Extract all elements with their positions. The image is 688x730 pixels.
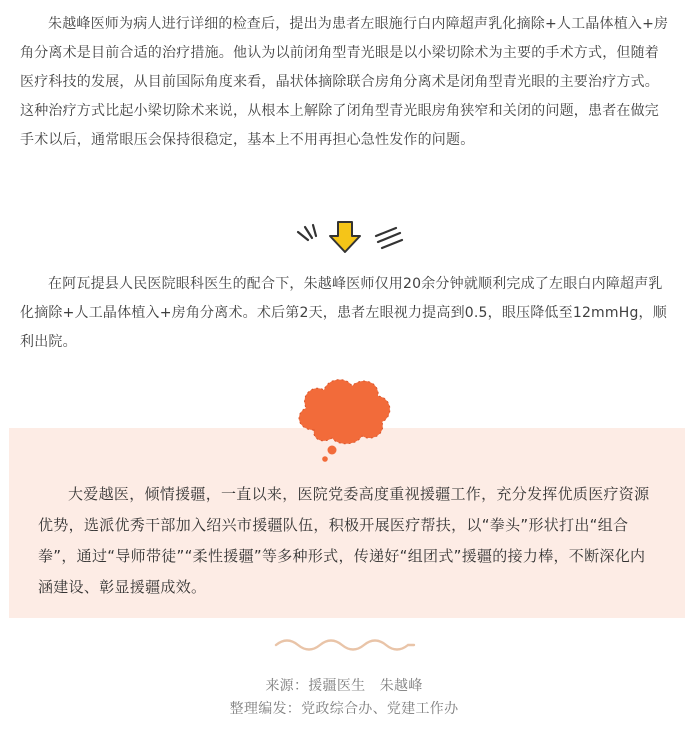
- highlight-text: 大爱越医，倾情援疆，一直以来，医院党委高度重视援疆工作，充分发挥优质医疗资源优势，选派优秀干部加入绍兴市援疆队伍，积极开展医疗帮扶，以“拳头”形状打出“组合拳”，通过“导师带徒”“柔性援疆”等多种形式，传递好“组团式”援疆的接力棒，不断深化内涵建设、彰显援疆成效。: [38, 485, 650, 596]
- paragraph-surgery-plan: 朱越峰医师为病人进行详细的检查后，提出为患者左眼施行白内障超声乳化摘除+人工晶体植入+房角分离术是目前合适的治疗措施。他认为以前闭角型青光眼是以小梁切除术为主要的手术方式，但随着医疗科技的发展，从目前国际角度来看，晶状体摘除联合房角分离术是闭角型青光眼的主要治疗方式。这种治疗方式比起小梁切除术来说，从根本上解除了闭角型青光眼房角狭窄和关闭的问题，患者在做完手术以后，通常眼压会保持很稳定，基本上不用再担心急性发作的问题。: [20, 16, 669, 148]
- paragraph-surgery-result: 在阿瓦提县人民医院眼科医生的配合下，朱越峰医师仅用20余分钟就顺利完成了左眼白内障超声乳化摘除+人工晶体植入+房角分离术。术后第2天，患者左眼视力提高到0.5，眼压降低至12mmHg，顺利出院。: [20, 276, 667, 350]
- thought-cloud-icon: [292, 372, 396, 464]
- down-arrow-icon: [290, 212, 410, 262]
- source-credit: 来源：援疆医生 朱越峰: [265, 678, 423, 694]
- wave-divider-icon: [274, 634, 416, 656]
- editor-credit: 整理编发：党政综合办、党建工作办: [229, 701, 459, 717]
